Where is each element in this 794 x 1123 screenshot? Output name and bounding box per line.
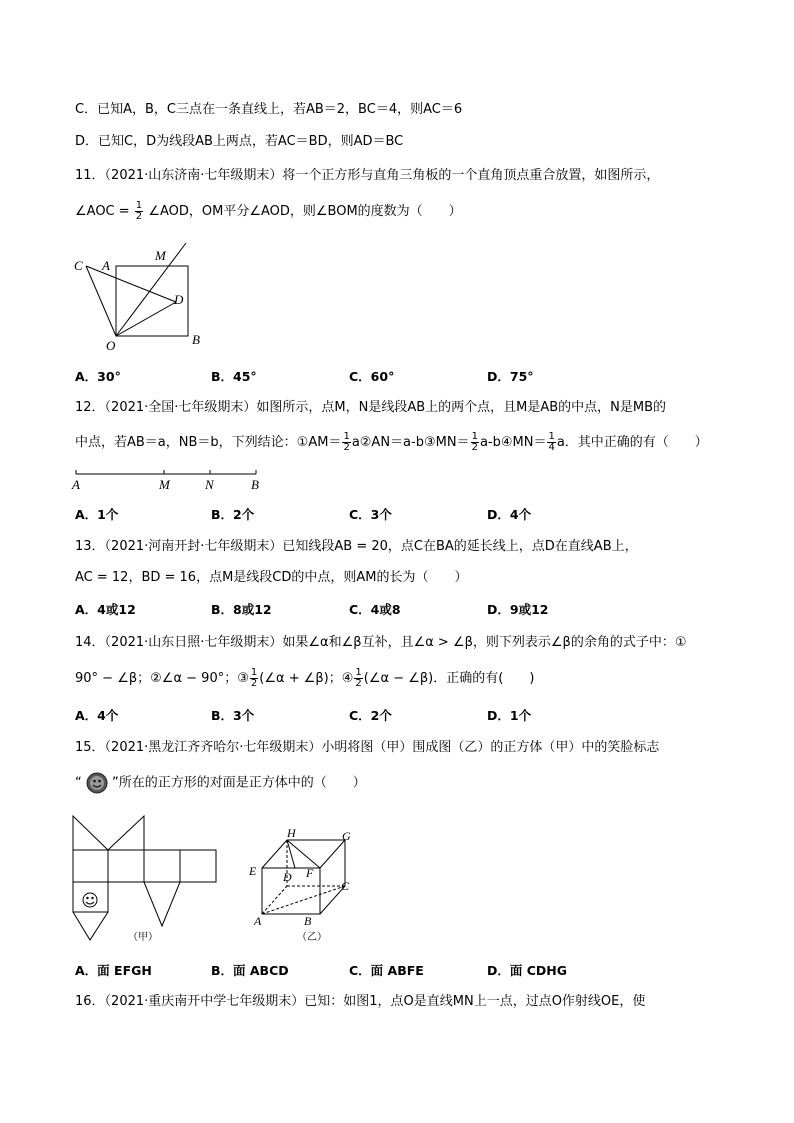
q11-label-c: C [74, 258, 83, 273]
q11-label-m: M [155, 248, 166, 263]
q11-options [75, 367, 725, 385]
q11-fraction: $\frac{1}{2}$ [135, 200, 143, 222]
q12-stem-part-d: a．其中正确的有（ ） [556, 435, 708, 450]
q14-stem-part-c: (∠α − ∠β)．正确的有( ) [363, 671, 535, 686]
q12-stem-line2 [75, 432, 708, 453]
q14-stem-part-a: 90° − ∠β；②∠α − 90°；③ [75, 671, 249, 686]
q12-label-b: B [251, 477, 259, 492]
q15-label-c: C [341, 879, 350, 893]
q15-caption-jia: （甲） [128, 932, 158, 943]
q11-stem-line2 [75, 201, 462, 222]
q13-option-a[interactable]: A．4或12 [75, 602, 136, 617]
q11-segment-od [116, 302, 176, 336]
q15-option-c[interactable]: C．面 ABFE [349, 963, 424, 978]
q12-fraction-2: $\frac{1}{2}$ [471, 431, 478, 453]
q11-figure [70, 238, 210, 353]
q13-options [75, 600, 725, 618]
q15-label-a: A [254, 914, 262, 928]
q15-label-h: H [287, 826, 296, 840]
q11-label-d: D [174, 292, 184, 307]
q11-label-o: O [106, 338, 116, 353]
q15-net-bottom-triangle [73, 912, 108, 940]
q15-net-figure [68, 812, 218, 947]
q14-stem-part-b: (∠α + ∠β)；④ [259, 671, 354, 686]
smiley-face-icon [86, 772, 108, 794]
q15-net-smiley-icon [83, 893, 97, 907]
q15-label-g: G [342, 829, 351, 843]
q15-net-top-mid-triangle [108, 816, 144, 850]
q12-label-a: A [72, 477, 80, 492]
q15-label-f: F [306, 866, 314, 880]
q15-option-d[interactable]: D．面 CDHG [487, 963, 567, 978]
q14-stem-line1: 14．（2021·山东日照·七年级期末）如果∠α和∠β互补，且∠α > ∠β，则下列表示∠β的余角的式子中：① [75, 635, 687, 650]
q12-stem-part-b: a②AN＝a-b③MN＝ [351, 435, 470, 450]
q12-stem-part-c: a-b④MN＝ [479, 435, 547, 450]
q10-option-c: C．已知A，B，C三点在一条直线上，若AB＝2，BC＝4，则AC＝6 [75, 102, 463, 117]
q12-stem-part-a: 中点，若AB＝a，NB＝b，下列结论：①AM＝ [75, 435, 342, 450]
q12-figure [70, 466, 270, 494]
q12-fraction-1: $\frac{1}{2}$ [343, 431, 350, 453]
q11-stem-part-a: ∠AOC = [75, 204, 130, 219]
q15-stem-line2 [75, 772, 366, 794]
q11-stem-part-b: ∠AOD，OM平分∠AOD，则∠BOM的度数为（ ） [148, 204, 462, 219]
q12-label-m: M [159, 477, 170, 492]
q12-option-a[interactable]: A．1个 [75, 507, 119, 522]
q11-option-d[interactable]: D．75° [487, 369, 534, 384]
q13-option-c[interactable]: C．4或8 [349, 602, 401, 617]
q14-option-d[interactable]: D．1个 [487, 708, 532, 723]
q13-stem-line1: 13．（2021·河南开封·七年级期末）已知线段AB = 20，点C在BA的延长线上，点D在直线AB上， [75, 539, 638, 554]
q12-option-d[interactable]: D．4个 [487, 507, 532, 522]
q12-stem-line1: 12．（2021·全国·七年级期末）如图所示，点M，N是线段AB上的两个点，且M是AB的中点，N是MB的 [75, 400, 667, 415]
q15-net-top-left-triangle [73, 816, 108, 850]
q16-stem-line1: 16．（2021·重庆南开中学七年级期末）已知：如图1，点O是直线MN上一点，过点O作射线OE，使 [75, 994, 646, 1009]
q12-option-c[interactable]: C．3个 [349, 507, 392, 522]
q14-option-b[interactable]: B．3个 [211, 708, 255, 723]
q15-label-e: E [249, 864, 257, 878]
q15-stem-part-b: ”所在的正方形的对面是正方体中的（ ） [112, 775, 366, 791]
q15-net-bottom-square [73, 882, 108, 912]
q12-options [75, 505, 725, 523]
q11-ray-om [116, 243, 186, 336]
q14-fraction-1: $\frac{1}{2}$ [250, 667, 258, 689]
q14-fraction-2: $\frac{1}{2}$ [355, 667, 362, 689]
q15-label-d: D [283, 870, 292, 884]
q10-option-d: D．已知C，D为线段AB上两点，若AC＝BD，则AD＝BC [75, 134, 404, 149]
q11-stem-line1: 11．（2021·山东济南·七年级期末）将一个正方形与直角三角板的一个直角顶点重合放置，如图所示， [75, 168, 660, 183]
q11-label-a: A [102, 258, 110, 273]
q14-option-a[interactable]: A．4个 [75, 708, 119, 723]
q15-option-b[interactable]: B．面 ABCD [211, 963, 289, 978]
q15-cube-figure [245, 820, 365, 945]
q15-quote-open: “ [75, 775, 82, 791]
q11-option-c[interactable]: C．60° [349, 369, 395, 384]
q11-option-a[interactable]: A．30° [75, 369, 121, 384]
q14-options [75, 706, 725, 724]
q15-options [75, 961, 725, 979]
q14-stem-line2 [75, 668, 534, 689]
q11-label-b: B [192, 332, 200, 347]
q13-stem-line2: AC = 12，BD = 16，点M是线段CD的中点，则AM的长为（ ） [75, 570, 468, 585]
q12-label-n: N [205, 477, 214, 492]
q15-caption-yi: （乙） [297, 932, 327, 943]
q11-option-b[interactable]: B．45° [211, 369, 257, 384]
q15-option-a[interactable]: A．面 EFGH [75, 963, 152, 978]
q13-option-d[interactable]: D．9或12 [487, 602, 549, 617]
q12-fraction-3: $\frac{1}{4}$ [548, 431, 555, 453]
q15-net-lower-triangle [144, 882, 180, 926]
q13-option-b[interactable]: B．8或12 [211, 602, 272, 617]
q12-option-b[interactable]: B．2个 [211, 507, 255, 522]
q14-option-c[interactable]: C．2个 [349, 708, 392, 723]
q15-stem-line1: 15．（2021·黑龙江齐齐哈尔·七年级期末）小明将图（甲）围成图（乙）的正方体（甲）中的笑脸标志 [75, 740, 660, 755]
q15-label-b: B [304, 914, 312, 928]
